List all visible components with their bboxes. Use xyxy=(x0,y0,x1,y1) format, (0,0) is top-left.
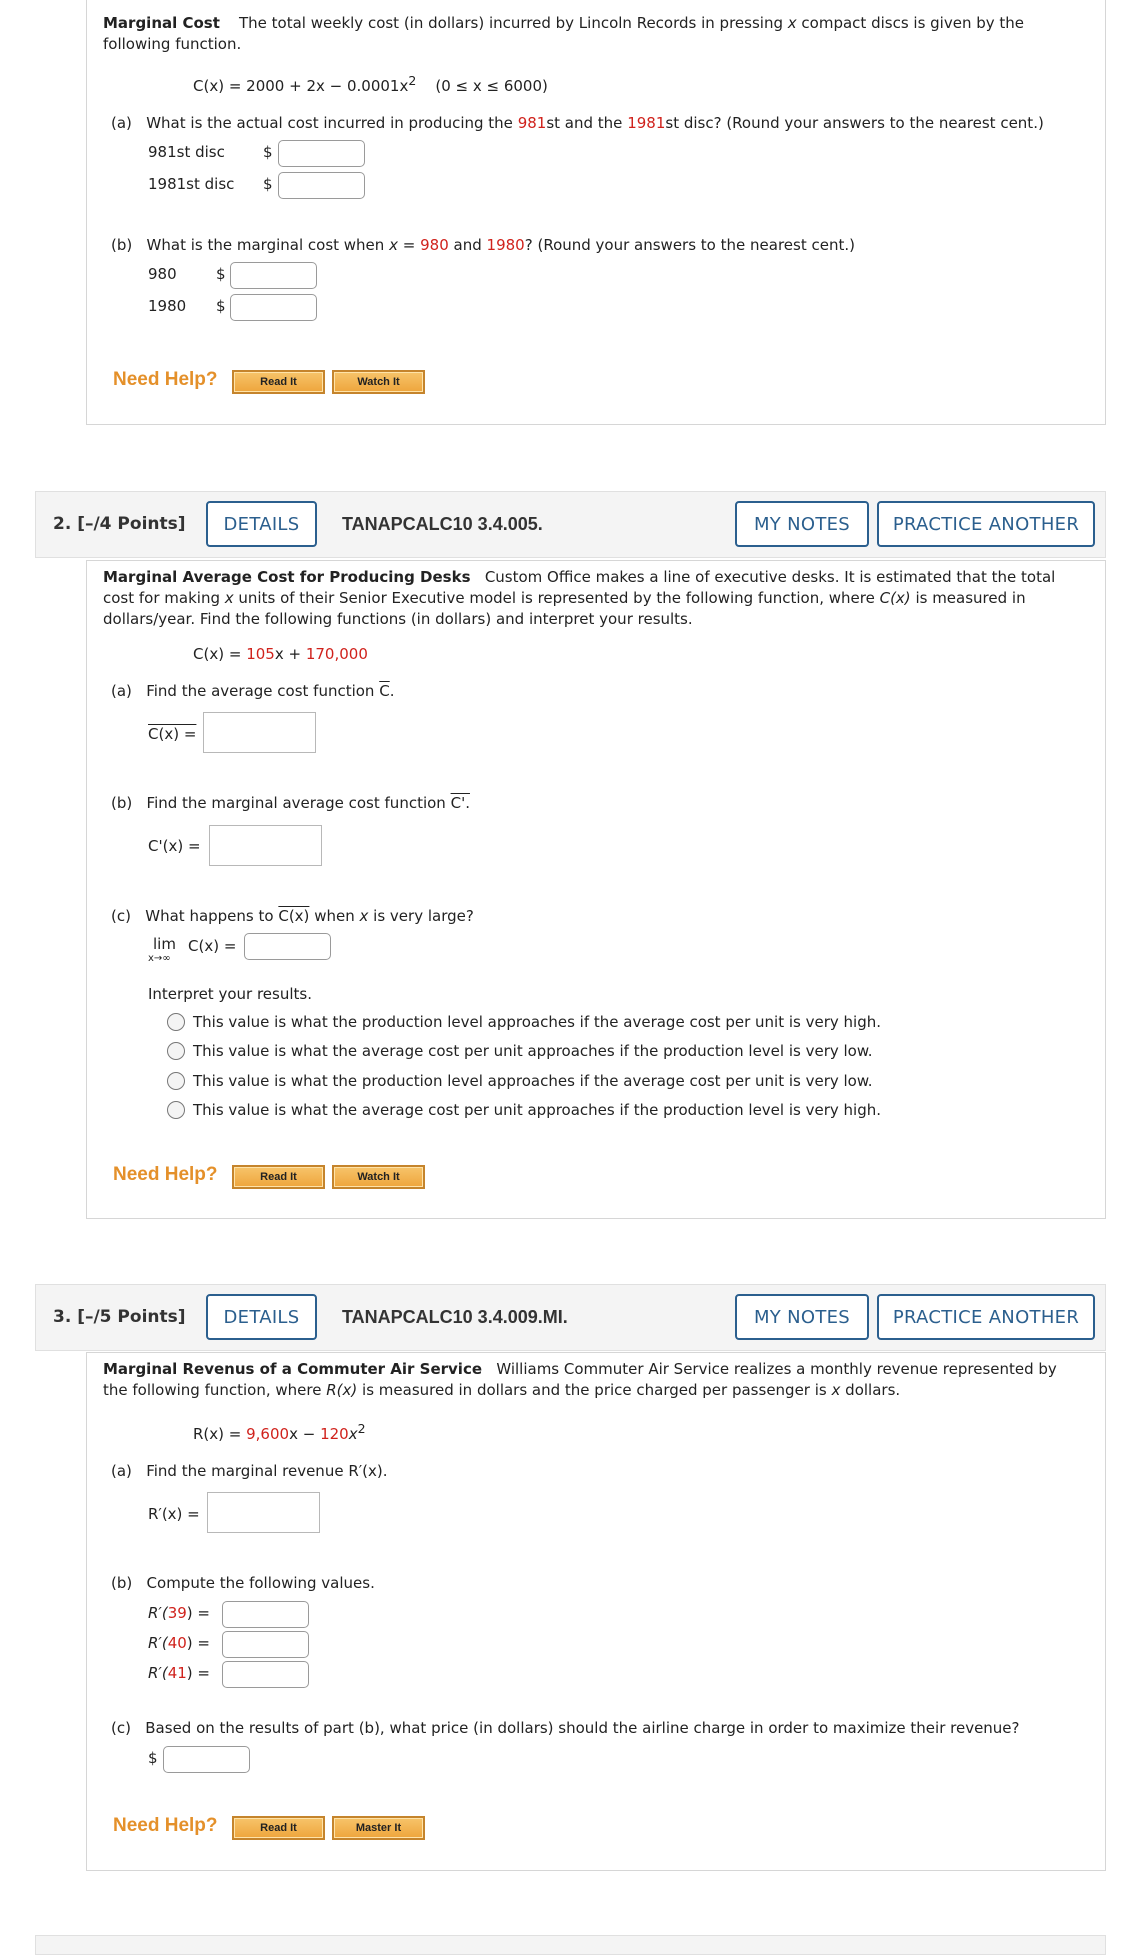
question-2-header xyxy=(35,491,1106,558)
q3-b-text: Compute the following values. xyxy=(146,1574,375,1592)
q2-b-text: Find the marginal average cost function xyxy=(146,794,446,812)
q2-func-lhs: C(x) = xyxy=(193,645,242,663)
q1-b-val1: 980 xyxy=(420,236,449,254)
q3-part-c xyxy=(111,1719,1020,1737)
q2-func-a: 105 xyxy=(246,645,275,663)
question-3-header xyxy=(35,1284,1106,1351)
q2-c-limit-input[interactable] xyxy=(244,933,331,960)
q1-a-val1: 981 xyxy=(517,114,547,132)
q2-read-it-button[interactable]: Read It xyxy=(232,1165,325,1189)
q2-c-label: (c) xyxy=(111,907,131,925)
q3-func-lhs: R(x) = xyxy=(193,1425,242,1443)
q1-watch-it-button[interactable]: Watch It xyxy=(332,370,425,394)
q2-points: 2. [–/4 Points] xyxy=(53,514,186,534)
q2-interpret: Interpret your results. xyxy=(148,985,312,1003)
q2-a-label: (a) xyxy=(111,682,132,700)
q2-lim-fn: C(x) = xyxy=(188,937,237,955)
q3-b-row-3-post: ) = xyxy=(186,1664,210,1682)
q2-func-b: 170,000 xyxy=(305,645,368,663)
q2-option-1-radio[interactable] xyxy=(167,1013,185,1031)
q2-a-input[interactable] xyxy=(203,712,316,753)
q2-need-help: Need Help? xyxy=(113,1164,218,1185)
q3-func-mid: x − xyxy=(289,1425,316,1443)
q3-practice-another-button[interactable]: PRACTICE ANOTHER xyxy=(877,1294,1095,1340)
q3-function xyxy=(193,1421,366,1443)
q1-a-text-2: st and the xyxy=(546,114,623,132)
q3-intro xyxy=(103,1359,1098,1401)
q1-b-row2-dollar: $ xyxy=(216,297,226,315)
q3-part-b xyxy=(111,1574,375,1592)
q3-intro-1: Williams Commuter Air Service realizes a monthly revenue represented by xyxy=(496,1360,1057,1378)
q1-a-label: (a) xyxy=(111,114,132,132)
q2-a-sym: $\overline{C}$ xyxy=(379,682,390,700)
q2-title: Marginal Average Cost for Producing Desks xyxy=(103,568,471,586)
q1-a-row2-label: 1981st disc xyxy=(148,175,235,193)
q1-a-row1-label: 981st disc xyxy=(148,143,225,161)
q2-c-text-3: is very large? xyxy=(373,907,474,925)
q2-option-3: This value is what the production level approaches if the average cost per unit is very low. xyxy=(193,1072,873,1090)
q1-b-text-end: ? (Round your answers to the nearest cent.) xyxy=(524,236,855,254)
q3-b-row-1-val: 39 xyxy=(167,1604,187,1622)
q2-option-4-radio[interactable] xyxy=(167,1101,185,1119)
q3-intro-2c: is measured in dollars and the price charged per passenger is xyxy=(362,1381,827,1399)
q1-b-label: (b) xyxy=(111,236,133,254)
q3-b-row-2-post: ) = xyxy=(186,1634,210,1652)
q3-a-text: Find the marginal revenue R′(x). xyxy=(146,1462,388,1480)
q2-my-notes-button[interactable]: MY NOTES xyxy=(735,501,869,547)
q3-c-text: Based on the results of part (b), what price (in dollars) should the airline charge in order to maximize their revenue? xyxy=(145,1719,1020,1737)
q1-function-domain: (0 ≤ x ≤ 6000) xyxy=(435,77,548,95)
q2-intro-3: dollars/year. Find the following functions (in dollars) and interpret your results. xyxy=(103,610,693,628)
q2-lim: lim xyxy=(153,935,176,953)
q2-intro-1: Custom Office makes a line of executive desks. It is estimated that the total xyxy=(484,568,1056,586)
q1-b-val2: 1980 xyxy=(486,236,525,254)
q1-b-row1-label: 980 xyxy=(148,265,177,283)
q3-master-it-button[interactable]: Master It xyxy=(332,1816,425,1840)
q3-b-row-3-val: 41 xyxy=(167,1664,187,1682)
q3-b-input-1[interactable] xyxy=(222,1601,309,1628)
q1-intro-text: The total weekly cost (in dollars) incurred by Lincoln Records in pressing xyxy=(238,14,783,32)
q3-title: Marginal Revenus of a Commuter Air Service xyxy=(103,1360,483,1378)
q2-a-input-label: C(x) = xyxy=(148,725,197,743)
q1-intro-var: x xyxy=(787,14,797,32)
q3-part-a xyxy=(111,1462,388,1480)
q2-b-input[interactable] xyxy=(209,825,322,866)
q3-b-row-2 xyxy=(148,1634,210,1652)
q3-a-label: (a) xyxy=(111,1462,132,1480)
q3-b-row-2-pre: R′( xyxy=(148,1634,168,1652)
q1-intro-text-end: compact discs is given by the xyxy=(801,14,1025,32)
q3-c-dollar: $ xyxy=(148,1749,158,1767)
q2-intro-var: x xyxy=(224,589,234,607)
q3-b-row-1-pre: R′( xyxy=(148,1604,168,1622)
q2-intro-cx: C(x) xyxy=(879,589,911,607)
q1-intro xyxy=(103,13,1093,55)
q3-a-input-label: R′(x) = xyxy=(148,1505,200,1523)
q2-function xyxy=(193,645,368,663)
q1-b-row1-dollar: $ xyxy=(216,265,226,283)
q1-function-exp: 2 xyxy=(408,73,417,88)
q1-a-text-3: st disc? (Round your answers to the nearest cent.) xyxy=(665,114,1044,132)
q2-code: TANAPCALC10 3.4.005. xyxy=(342,514,543,534)
q3-func-x: x xyxy=(348,1425,358,1443)
q2-c-text-2: when xyxy=(314,907,355,925)
question-2-panel xyxy=(86,560,1106,1219)
q3-b-input-3[interactable] xyxy=(222,1661,309,1688)
q1-b-eq: = xyxy=(402,236,416,254)
q2-b-input-label: C'(x) = xyxy=(148,837,201,855)
q2-practice-another-button[interactable]: PRACTICE ANOTHER xyxy=(877,501,1095,547)
q2-b-sym: C'. xyxy=(450,794,470,812)
q3-c-label: (c) xyxy=(111,1719,131,1737)
q2-c-sym: C(x) xyxy=(278,907,310,925)
q1-function-expr: C(x) = 2000 + 2x − 0.0001x xyxy=(193,77,409,95)
q3-b-row-3 xyxy=(148,1664,210,1682)
q1-b-1980-input[interactable] xyxy=(230,294,317,321)
q3-c-price-input[interactable] xyxy=(163,1746,250,1773)
q2-c-text-1: What happens to xyxy=(145,907,274,925)
q3-b-row-1-post: ) = xyxy=(186,1604,210,1622)
q2-part-c xyxy=(111,907,474,925)
q1-a-1981-input[interactable] xyxy=(278,172,365,199)
q2-part-a: (a) Find the average cost function $\overline{C}$. xyxy=(111,682,395,700)
q1-b-text-1: What is the marginal cost when xyxy=(146,236,385,254)
q3-details-button[interactable]: DETAILS xyxy=(206,1294,317,1340)
question-1-panel xyxy=(86,0,1106,425)
q1-a-val2: 1981 xyxy=(627,114,666,132)
q2-part-b xyxy=(111,794,470,812)
q1-b-980-input[interactable] xyxy=(230,262,317,289)
q2-intro-2b: units of their Senior Executive model is represented by the following function, where xyxy=(238,589,875,607)
q3-need-help: Need Help? xyxy=(113,1815,218,1836)
q1-title: Marginal Cost xyxy=(103,14,220,32)
q2-lim-sub: x→∞ xyxy=(148,953,171,964)
q1-function xyxy=(193,73,548,95)
q3-b-input-2[interactable] xyxy=(222,1631,309,1658)
q1-a-981-input[interactable] xyxy=(278,140,365,167)
question-3-panel xyxy=(86,1352,1106,1871)
q1-part-a xyxy=(111,114,1044,132)
question-4-header-partial xyxy=(35,1935,1106,1955)
q1-a-row2-dollar: $ xyxy=(263,175,273,193)
q1-a-text-1: What is the actual cost incurred in producing the xyxy=(146,114,513,132)
q3-a-input[interactable] xyxy=(207,1492,320,1533)
q3-b-row-1 xyxy=(148,1604,210,1622)
q2-option-3-radio[interactable] xyxy=(167,1072,185,1090)
q3-intro-rx: R(x) xyxy=(326,1381,358,1399)
q3-b-label: (b) xyxy=(111,1574,133,1592)
q3-b-row-3-pre: R′( xyxy=(148,1664,168,1682)
q3-read-it-button[interactable]: Read It xyxy=(232,1816,325,1840)
q2-a-text: Find the average cost function xyxy=(146,682,375,700)
q2-func-mid: x + xyxy=(274,645,302,663)
q2-b-label: (b) xyxy=(111,794,133,812)
q2-option-4: This value is what the average cost per unit approaches if the production level is very high. xyxy=(193,1101,881,1119)
q2-option-1: This value is what the production level approaches if the average cost per unit is very high. xyxy=(193,1013,881,1031)
q3-my-notes-button[interactable]: MY NOTES xyxy=(735,1294,869,1340)
q2-intro-2a: cost for making xyxy=(103,589,220,607)
q2-option-2: This value is what the average cost per unit approaches if the production level is very low. xyxy=(193,1042,873,1060)
q1-need-help: Need Help? xyxy=(113,369,218,390)
q1-part-b xyxy=(111,236,855,254)
q3-intro-2d: dollars. xyxy=(845,1381,901,1399)
q2-intro xyxy=(103,567,1098,630)
q2-c-var: x xyxy=(359,907,369,925)
q2-details-button[interactable]: DETAILS xyxy=(206,501,317,547)
q1-b-var: x xyxy=(389,236,398,254)
q2-option-2-radio[interactable] xyxy=(167,1042,185,1060)
q3-points: 3. [–/5 Points] xyxy=(53,1307,186,1327)
q2-intro-2d: is measured in xyxy=(915,589,1026,607)
q1-read-it-button[interactable]: Read It xyxy=(232,370,325,394)
q2-watch-it-button[interactable]: Watch It xyxy=(332,1165,425,1189)
q3-intro-var: x xyxy=(831,1381,841,1399)
q3-func-exp: 2 xyxy=(357,1421,366,1436)
q3-func-a: 9,600 xyxy=(246,1425,290,1443)
q3-func-b: 120 xyxy=(320,1425,349,1443)
q3-code: TANAPCALC10 3.4.009.MI. xyxy=(342,1307,568,1327)
q1-b-row2-label: 1980 xyxy=(148,297,187,315)
q1-a-row1-dollar: $ xyxy=(263,143,273,161)
q1-b-and: and xyxy=(453,236,482,254)
q1-intro-line2: following function. xyxy=(103,35,242,53)
q3-intro-2a: the following function, where xyxy=(103,1381,322,1399)
q3-b-row-2-val: 40 xyxy=(167,1634,187,1652)
